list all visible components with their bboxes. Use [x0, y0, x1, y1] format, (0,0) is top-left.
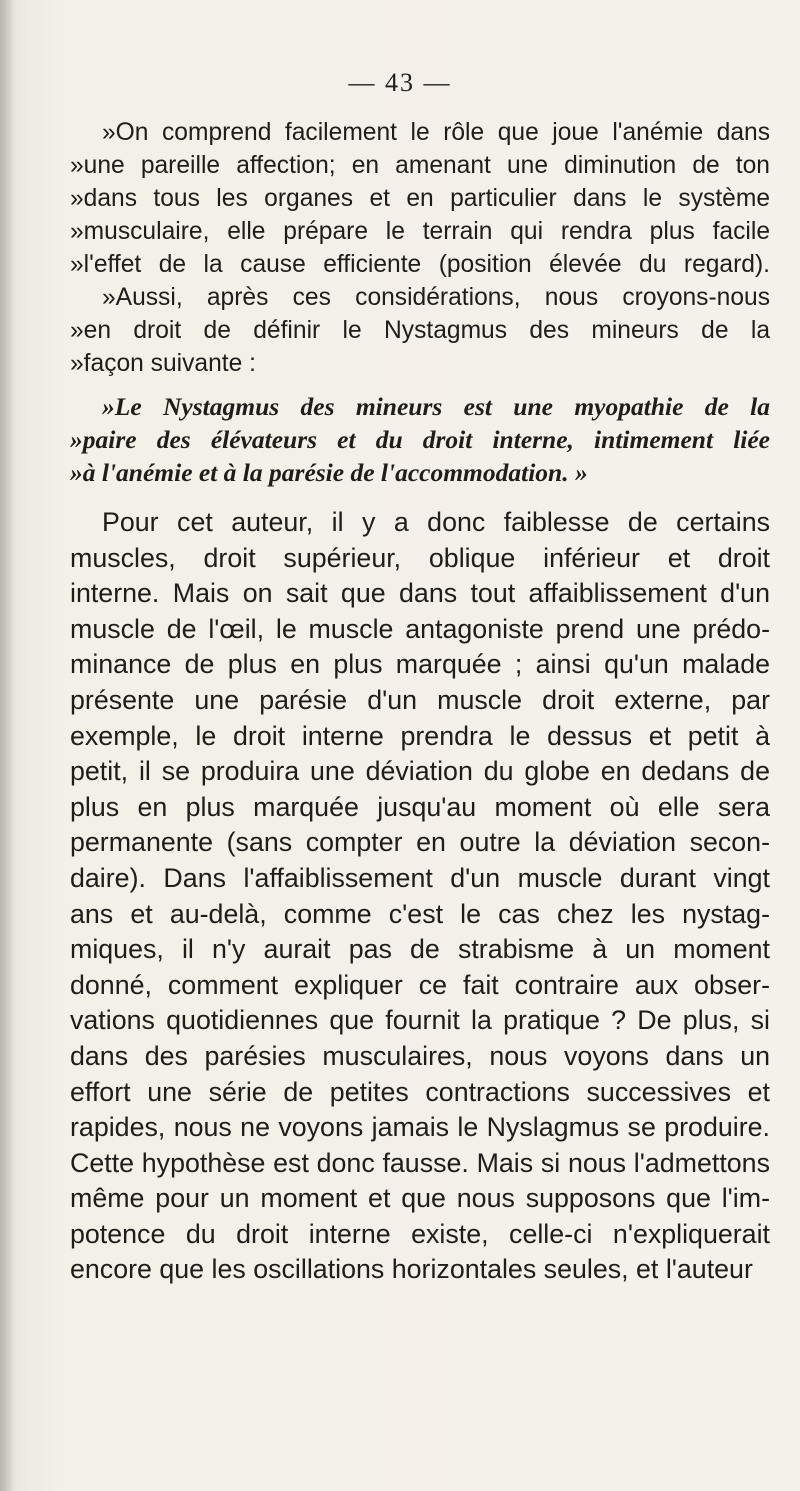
body-line: petit, il se produira une déviation du globe en dedans de — [70, 756, 770, 787]
body-line: permanente (sans compter en outre la déviation secon- — [70, 827, 770, 858]
body-line: donné, comment expliquer ce fait contraire aux obser- — [70, 969, 770, 1000]
page-number: — 43 — — [348, 68, 452, 97]
body-line: exemple, le droit interne prendra le dessus et petit à — [70, 720, 770, 751]
definition-line: »paire des élévateurs et du droit interne, intimement liée — [70, 425, 770, 454]
body-line: encore que les oscillations horizontales seules, et l'auteur — [70, 1254, 753, 1285]
quote-line: »en droit de définir le Nystagmus des mineurs de la — [70, 317, 770, 344]
body-line: daire). Dans l'affaiblissement d'un muscle durant vingt — [70, 862, 770, 893]
page-text — [70, 116, 770, 1288]
body-line: Cette hypothèse est donc fausse. Mais si nous l'admettons — [70, 1147, 770, 1178]
body-line: Pour cet auteur, il y a donc faiblesse de certains — [102, 507, 770, 537]
definition-paragraph — [70, 390, 770, 489]
body-line: minance de plus en plus marquée ; ainsi qu'un malade — [70, 649, 770, 680]
body-line: muscle de l'œil, le muscle antagoniste prend une prédo- — [70, 613, 770, 644]
body-line: rapides, nous ne voyons jamais le Nyslagmus se produire. — [70, 1112, 770, 1143]
quote-line: »dans tous les organes et en particulier dans le système — [70, 185, 770, 212]
body-line: muscles, droit supérieur, oblique inférieur et droit — [70, 542, 770, 573]
quote-paragraph — [70, 116, 770, 380]
body-line: vations quotidiennes que fournit la pratique ? De plus, si — [70, 1005, 770, 1036]
body-line: dans des parésies musculaires, nous voyons dans un — [70, 1040, 770, 1071]
quote-line: »l'effet de la cause efficiente (position élevée du regard). — [70, 251, 770, 278]
body-line: plus en plus marquée jusqu'au moment où elle sera — [70, 791, 770, 822]
quote-line: »façon suivante : — [70, 350, 256, 377]
body-line: même pour un moment et que nous supposons que l'im- — [70, 1183, 770, 1214]
quote-line: »une pareille affection; en amenant une diminution de ton — [70, 152, 770, 179]
body-paragraph — [70, 505, 770, 1288]
body-line: ans et au-delà, comme c'est le cas chez les nystag- — [70, 898, 770, 929]
body-line: potence du droit interne existe, celle-ci n'expliquerait — [70, 1218, 770, 1249]
definition-line: »à l'anémie et à la parésie de l'accommodation. » — [70, 458, 588, 487]
body-line: présente une parésie d'un muscle droit externe, par — [70, 684, 770, 715]
quote-line: »Aussi, après ces considérations, nous croyons-nous — [102, 284, 770, 311]
body-line: interne. Mais on sait que dans tout affaiblissement d'un — [70, 578, 770, 609]
page-gutter-shadow — [0, 0, 14, 1491]
body-line: effort une série de petites contractions successives et — [70, 1076, 770, 1107]
quote-line: »On comprend facilement le rôle que joue l'anémie dans — [102, 119, 770, 146]
definition-line: »Le Nystagmus des mineurs est une myopathie de la — [102, 392, 770, 421]
body-line: miques, il n'y aurait pas de strabisme à un moment — [70, 934, 770, 965]
quote-line: »musculaire, elle prépare le terrain qui rendra plus facile — [70, 218, 770, 245]
